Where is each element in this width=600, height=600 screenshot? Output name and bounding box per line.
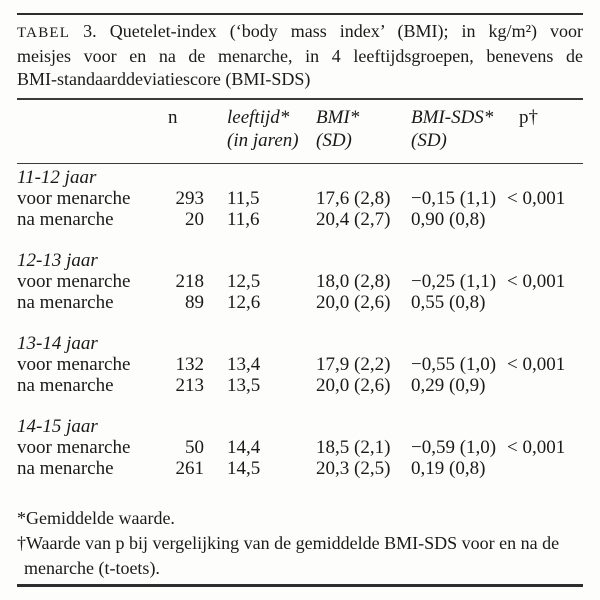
cell-leeftijd: 14,5 — [227, 458, 261, 479]
row-label: na menarche — [17, 209, 114, 230]
cell-bmi-sds: 0,55 (0,8) — [411, 292, 486, 313]
cell-bmi: 18,0 (2,8) — [316, 271, 391, 292]
cell-bmi: 17,9 (2,2) — [316, 354, 391, 375]
cell-leeftijd: 11,5 — [227, 188, 260, 209]
cell-bmi: 17,6 (2,8) — [316, 188, 391, 209]
cell-bmi: 20,0 (2,6) — [316, 292, 391, 313]
cell-leeftijd: 13,4 — [227, 354, 261, 375]
caption-divider — [17, 98, 583, 100]
cell-n: 89 — [185, 292, 204, 313]
row-label: voor menarche — [17, 188, 131, 209]
cell-bmi-sds: −0,25 (1,1) — [411, 271, 497, 292]
cell-n: 132 — [175, 354, 204, 375]
caption-line-1-text: 3. Quetelet-index (‘body mass index’ (BMI); in kg/m²) voor — [83, 21, 583, 41]
table-row — [17, 292, 583, 313]
col-header-bmi-line1: BMI* — [316, 106, 360, 128]
cell-leeftijd: 13,5 — [227, 375, 261, 396]
col-header-bmi-sds-line1: BMI-SDS* — [411, 106, 494, 128]
table-caption — [17, 20, 583, 91]
footnote-p-value: †Waarde van p bij vergelijking van de gemiddelde BMI-SDS voor en na de menarche (t-toets). — [17, 533, 560, 578]
age-group-11-12 — [17, 167, 583, 230]
table-body — [17, 167, 583, 479]
row-label: voor menarche — [17, 271, 131, 292]
row-label: voor menarche — [17, 354, 131, 375]
table-row — [17, 437, 583, 458]
cell-bmi-sds: 0,29 (0,9) — [411, 375, 486, 396]
cell-bmi-sds: −0,59 (1,0) — [411, 437, 497, 458]
table-row — [17, 458, 583, 479]
bottom-rule — [17, 584, 583, 587]
row-label: na menarche — [17, 375, 114, 396]
table-header-row — [17, 106, 583, 152]
cell-p: < 0,001 — [507, 437, 566, 458]
top-rule — [17, 13, 583, 15]
caption-line-1 — [17, 20, 583, 45]
caption-line-3: BMI-standaarddeviatiescore (BMI-SDS) — [17, 69, 311, 89]
cell-n: 50 — [185, 437, 204, 458]
cell-bmi-sds: 0,19 (0,8) — [411, 458, 486, 479]
age-group-label: 14-15 jaar — [17, 416, 98, 437]
col-header-bmi-sds — [411, 106, 507, 152]
cell-p: < 0,001 — [507, 354, 566, 375]
age-group-14-15 — [17, 416, 583, 479]
cell-leeftijd: 12,6 — [227, 292, 261, 313]
cell-leeftijd: 14,4 — [227, 437, 261, 458]
table-row — [17, 271, 583, 292]
table-row — [17, 375, 583, 396]
col-header-bmi — [316, 106, 411, 152]
row-label: na menarche — [17, 458, 114, 479]
cell-bmi-sds: −0,55 (1,0) — [411, 354, 497, 375]
col-header-p: p† — [519, 106, 538, 128]
header-divider — [17, 163, 583, 165]
caption-line-2: meisjes voor en na de menarche, in 4 leeftijdsgroepen, benevens de — [17, 46, 583, 66]
caption-label: TABEL — [17, 25, 71, 41]
age-group-label: 13-14 jaar — [17, 333, 98, 354]
col-header-n: n — [168, 106, 178, 128]
col-header-leeftijd-line1: leeftijd* — [227, 106, 290, 128]
cell-p: < 0,001 — [507, 271, 566, 292]
cell-n: 213 — [175, 375, 204, 396]
cell-bmi: 20,3 (2,5) — [316, 458, 391, 479]
cell-bmi: 20,0 (2,6) — [316, 375, 391, 396]
cell-leeftijd: 11,6 — [227, 209, 260, 230]
cell-bmi: 18,5 (2,1) — [316, 437, 391, 458]
cell-n: 261 — [175, 458, 204, 479]
table-row — [17, 209, 583, 230]
table-row — [17, 354, 583, 375]
row-label: voor menarche — [17, 437, 131, 458]
age-group-label: 12-13 jaar — [17, 250, 98, 271]
table-row — [17, 188, 583, 209]
age-group-13-14 — [17, 333, 583, 396]
cell-p: < 0,001 — [507, 188, 566, 209]
cell-n: 20 — [185, 209, 204, 230]
cell-bmi-sds: 0,90 (0,8) — [411, 209, 486, 230]
col-header-leeftijd-line2: (in jaren) — [227, 129, 299, 151]
col-header-bmi-sds-line2: (SD) — [411, 129, 447, 151]
cell-n: 218 — [175, 271, 204, 292]
age-group-label: 11-12 jaar — [17, 167, 97, 188]
footnote-mean-value: *Gemiddelde waarde. — [17, 508, 175, 528]
age-group-12-13 — [17, 250, 583, 313]
footnotes — [17, 506, 583, 581]
cell-bmi-sds: −0,15 (1,1) — [411, 188, 497, 209]
row-label: na menarche — [17, 292, 114, 313]
cell-bmi: 20,4 (2,7) — [316, 209, 391, 230]
col-header-bmi-line2: (SD) — [316, 129, 352, 151]
cell-leeftijd: 12,5 — [227, 271, 261, 292]
cell-n: 293 — [175, 188, 204, 209]
col-header-leeftijd — [204, 106, 316, 152]
